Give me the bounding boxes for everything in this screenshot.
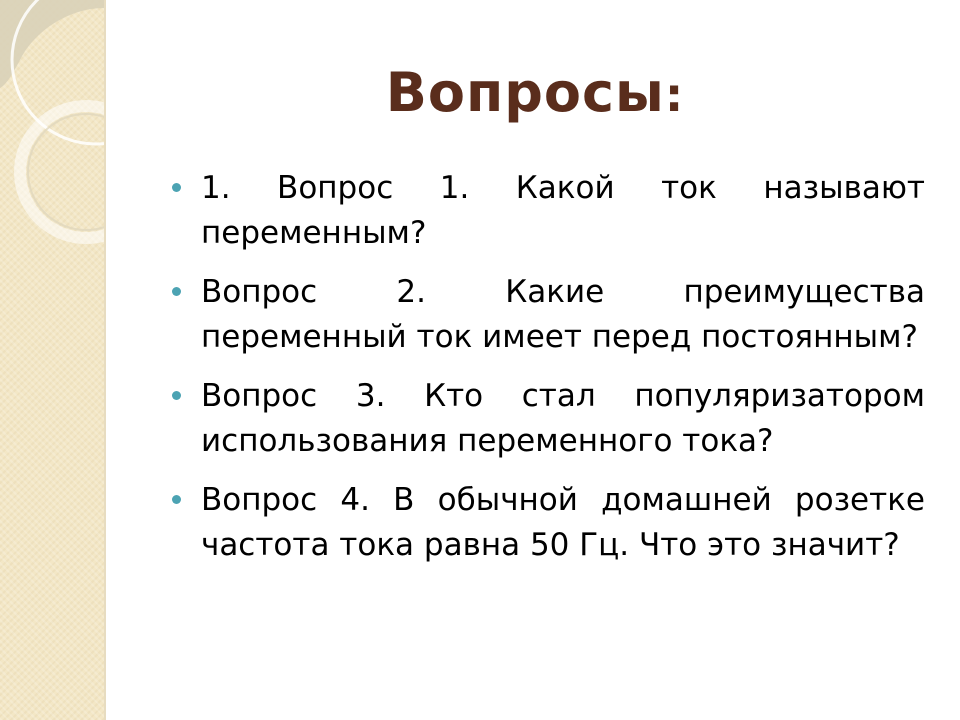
list-item xyxy=(170,166,925,256)
bullet-dot-icon xyxy=(172,391,181,400)
question-text: Вопрос 4. В обычной домашней розетке частота тока равна 50 Гц. Что это значит? xyxy=(201,482,925,563)
bullet-dot-icon xyxy=(172,495,181,504)
title-colon: : xyxy=(664,68,685,122)
side-band-edge xyxy=(104,0,106,720)
title-text: Вопросы xyxy=(385,61,665,124)
question-list xyxy=(170,166,925,582)
decorative-circles xyxy=(0,0,104,720)
list-item xyxy=(170,270,925,360)
bullet-dot-icon xyxy=(172,287,181,296)
question-text: Вопрос 3. Кто стал популяризатором использования переменного тока? xyxy=(201,378,925,459)
slide-title xyxy=(110,58,960,130)
question-text: Вопрос 2. Какие преимущества переменный ток имеет перед постоянным? xyxy=(201,274,925,355)
list-item xyxy=(170,478,925,568)
list-item xyxy=(170,374,925,464)
question-text: 1. Вопрос 1. Какой ток называют переменным? xyxy=(201,170,925,251)
bullet-dot-icon xyxy=(172,183,181,192)
decorative-side-band xyxy=(0,0,104,720)
